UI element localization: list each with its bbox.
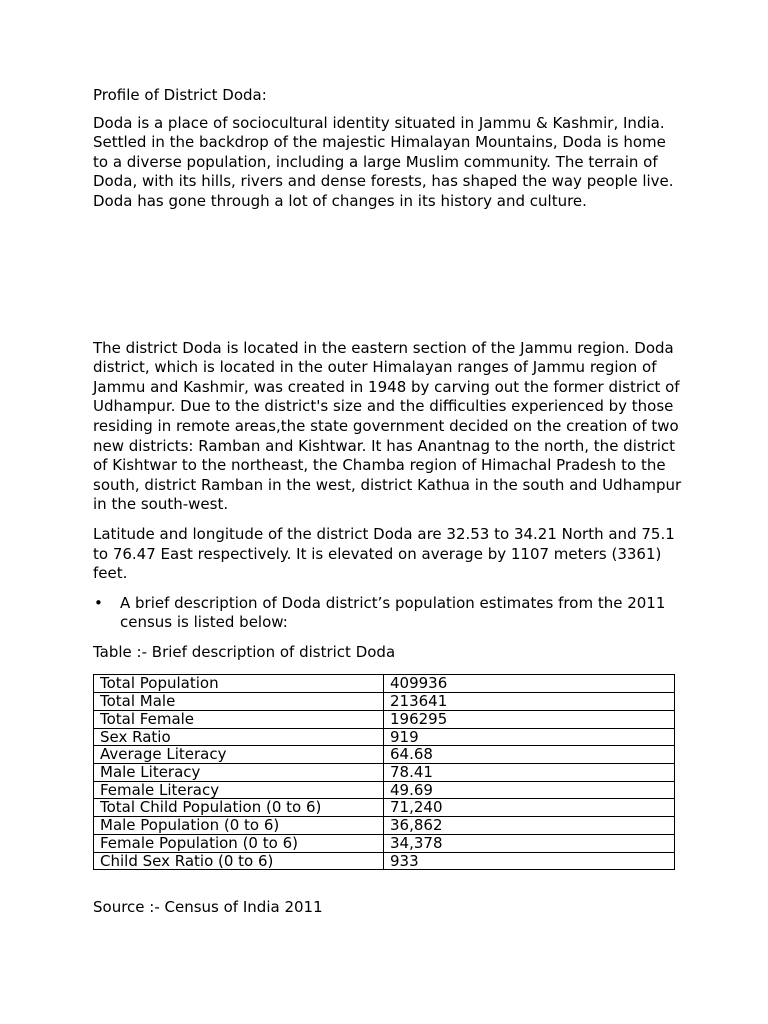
table-cell-label: Child Sex Ratio (0 to 6) xyxy=(94,852,384,870)
table-cell-value: 213641 xyxy=(384,693,675,711)
table-cell-value: 196295 xyxy=(384,710,675,728)
table-cell-value: 71,240 xyxy=(384,799,675,817)
table-cell-label: Total Child Population (0 to 6) xyxy=(94,799,384,817)
intro-paragraph: Doda is a place of sociocultural identity situated in Jammu & Kashmir, India. Settled in the backdrop of the majestic Himalayan Mountains, Doda is home to a diverse population, including a large Muslim community. The terrain of Doda, with its hills, rivers and dense forests, has shaped the way people live. Doda has gone through a lot of changes in its history and culture. xyxy=(93,113,674,210)
table-cell-label: Total Female xyxy=(94,710,384,728)
table-cell-label: Male Literacy xyxy=(94,763,384,781)
table-cell-value: 78.41 xyxy=(384,763,675,781)
table-row xyxy=(94,817,675,835)
table-row xyxy=(94,675,675,693)
bullet-list-item xyxy=(93,594,683,633)
table-row xyxy=(94,781,675,799)
table-cell-value: 34,378 xyxy=(384,834,675,852)
table-row xyxy=(94,728,675,746)
table-cell-label: Female Population (0 to 6) xyxy=(94,834,384,852)
table-row xyxy=(94,763,675,781)
table-cell-value: 919 xyxy=(384,728,675,746)
table-caption: Table :- Brief description of district Doda xyxy=(93,642,396,661)
table-cell-value: 64.68 xyxy=(384,746,675,764)
table-cell-value: 933 xyxy=(384,852,675,870)
table-cell-label: Total Population xyxy=(94,675,384,693)
blank-space xyxy=(93,212,683,339)
source-note: Source :- Census of India 2011 xyxy=(93,898,323,917)
table-cell-label: Female Literacy xyxy=(94,781,384,799)
table-row xyxy=(94,693,675,711)
page-heading: Profile of District Doda: xyxy=(93,86,267,104)
location-paragraph: The district Doda is located in the eastern section of the Jammu region. Doda district, which is located in the outer Himalayan ranges of Jammu region of Jammu and Kashmir, was created in 1948 by carving out the former district of Udhampur. Due to the district's size and the difficulties experienced by those residing in remote areas,the state government decided on the creation of two new districts: Ramban and Kishtwar. It has Anantnag to the north, the district of Kishtwar to the northeast, the Chamba region of Himachal Pradesh to the south, district Ramban in the west, district Kathua in the south and Udhampur in the south-west. xyxy=(93,338,682,514)
table-cell-value: 49.69 xyxy=(384,781,675,799)
table-row xyxy=(94,852,675,870)
table-cell-label: Sex Ratio xyxy=(94,728,384,746)
population-table xyxy=(93,674,675,870)
coordinates-paragraph: Latitude and longitude of the district Doda are 32.53 to 34.21 North and 75.1 to 76.47 East respectively. It is elevated on average by 1107 meters (3361) feet. xyxy=(93,524,675,583)
table-cell-value: 409936 xyxy=(384,675,675,693)
table-cell-label: Male Population (0 to 6) xyxy=(94,817,384,835)
document-page xyxy=(93,86,683,918)
table-cell-value: 36,862 xyxy=(384,817,675,835)
bullet-text: A brief description of Doda district’s population estimates from the 2011 census is listed below: xyxy=(120,593,666,632)
table-row xyxy=(94,746,675,764)
bullet-icon: • xyxy=(94,593,103,612)
table-cell-label: Average Literacy xyxy=(94,746,384,764)
table-row xyxy=(94,799,675,817)
table-cell-label: Total Male xyxy=(94,693,384,711)
table-row xyxy=(94,834,675,852)
table-row xyxy=(94,710,675,728)
